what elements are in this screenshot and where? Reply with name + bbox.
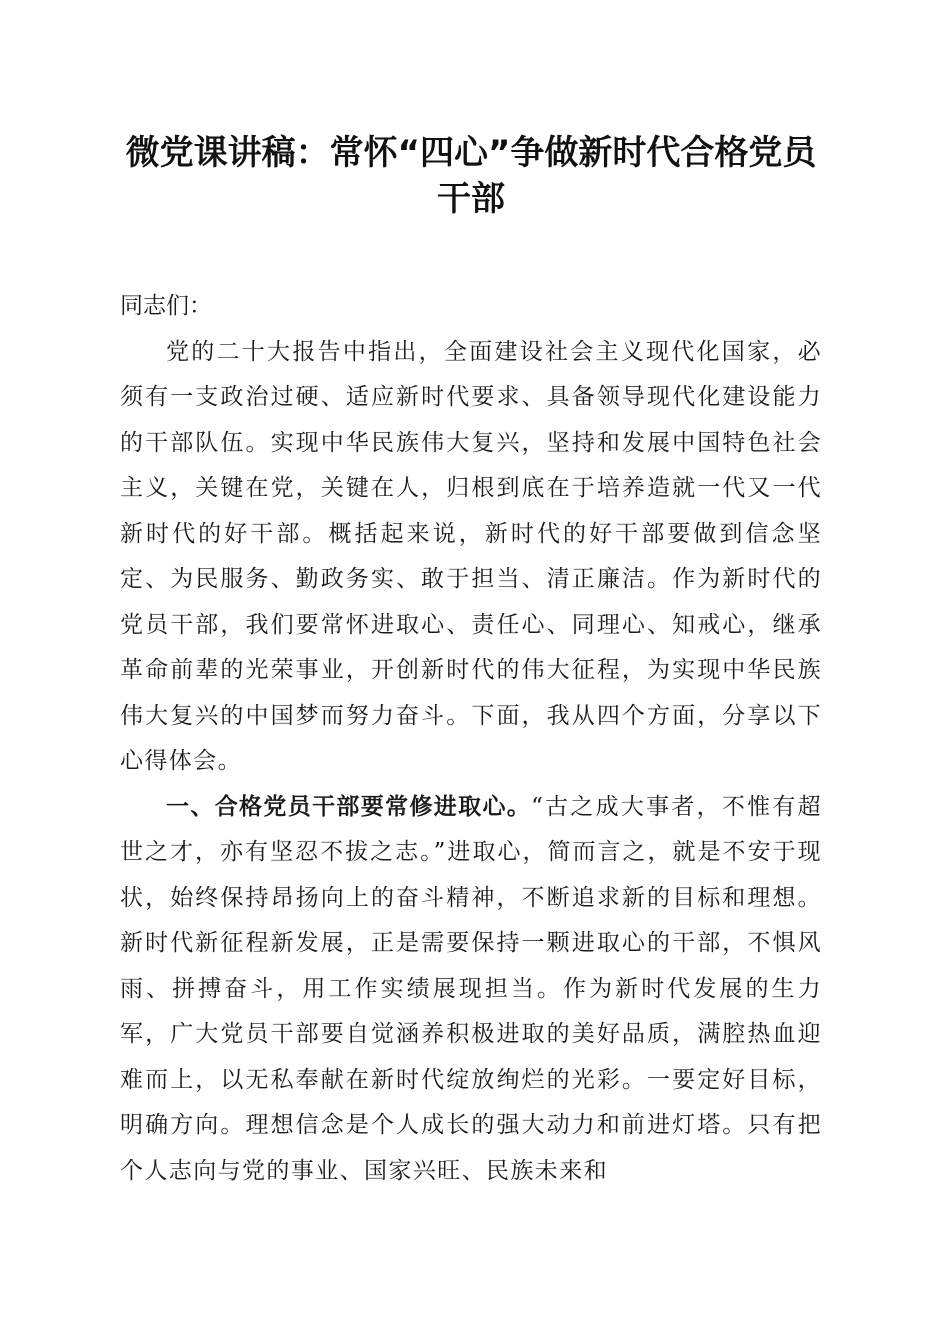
- greeting: 同志们：: [120, 293, 212, 319]
- document-title: 微党课讲稿：常怀“四心”争做新时代合格党员干部: [125, 133, 817, 219]
- document-page: [120, 130, 822, 1194]
- section-1-paragraph: [120, 785, 822, 1195]
- section-1-heading: 一、合格党员干部要常修进取心。: [166, 793, 532, 820]
- section-1-body: “古之成大事者，不惟有超世之才，亦有坚忍不拔之志。”进取心，简而言之，就是不安于现状，始终保持昂扬向上的奋斗精神，不断追求新的目标和理想。新时代新征程新发展，正是需要保持一颗进取心的干部，不惧风雨、拼搏奋斗，用工作实绩展现担当。作为新时代发展的生力军，广大党员干部要自觉涵养积极进取的美好品质，满腔热血迎难而上，以无私奉献在新时代绽放绚烂的光彩。一要定好目标，明确方向。理想信念是个人成长的强大动力和前进灯塔。只有把个人志向与党的事业、国家兴旺、民族未来和: [120, 793, 822, 1184]
- intro-paragraph: 党的二十大报告中指出，全面建设社会主义现代化国家，必须有一支政治过硬、适应新时代要求、具备领导现代化建设能力的干部队伍。实现中华民族伟大复兴，坚持和发展中国特色社会主义，关键在党，关键在人，归根到底在于培养造就一代又一代新时代的好干部。概括起来说，新时代的好干部要做到信念坚定、为民服务、勤政务实、敢于担当、清正廉洁。作为新时代的党员干部，我们要常怀进取心、责任心、同理心、知戒心，继承革命前辈的光荣事业，开创新时代的伟大征程，为实现中华民族伟大复兴的中国梦而努力奋斗。下面，我从四个方面，分享以下心得体会。: [120, 338, 822, 774]
